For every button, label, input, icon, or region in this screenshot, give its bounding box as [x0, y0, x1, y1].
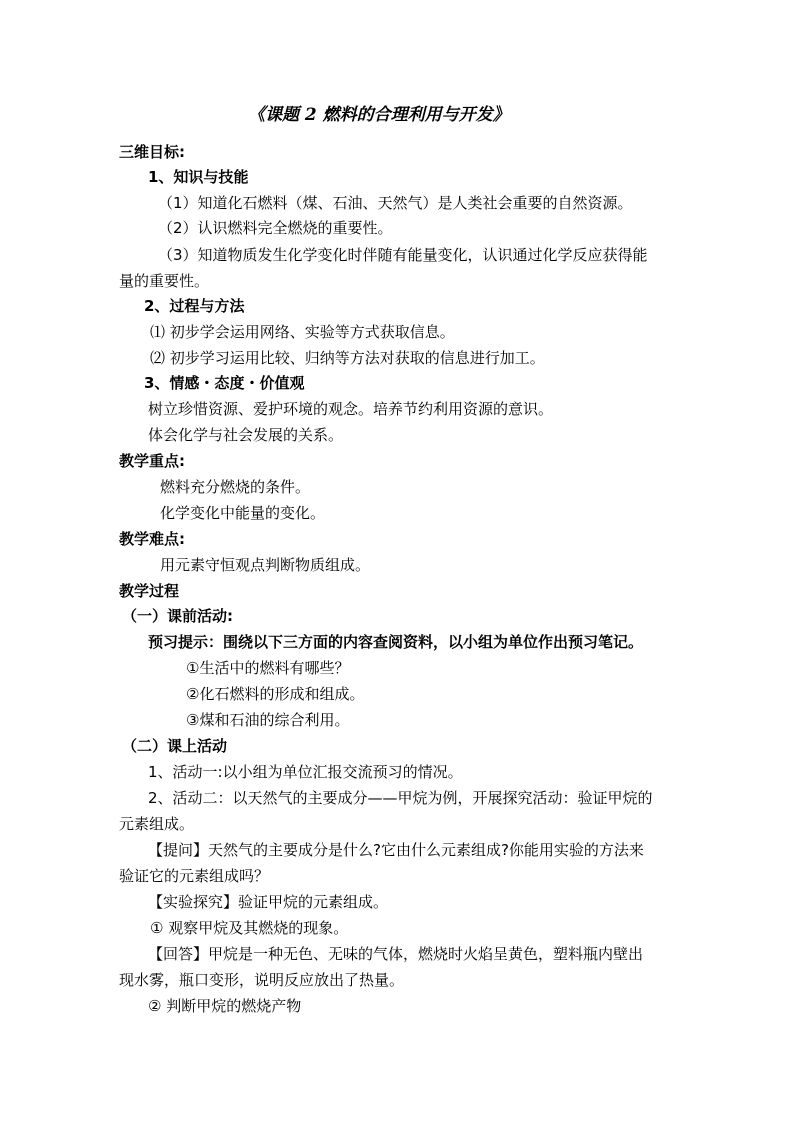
knowledge-heading: 1、知识与技能 [148, 168, 249, 186]
pre-class-heading: （一）课前活动: [122, 607, 233, 625]
page-title: 《课题 2 燃料的合理利用与开发》 [248, 105, 510, 125]
difficulties-heading: 教学难点: [119, 530, 185, 548]
in-class-line: ② 判断甲烷的燃烧产物 [148, 997, 302, 1015]
key-points-heading: 教学重点: [119, 452, 185, 470]
knowledge-item: （1）知道化石燃料（煤、石油、天然气）是人类社会重要的自然资源。 [158, 194, 633, 212]
in-class-line: 【实验探究】验证甲烷的元素组成。 [148, 893, 389, 911]
preview-item: ②化石燃料的形成和组成。 [186, 685, 365, 703]
in-class-line: ① 观察甲烷及其燃烧的现象。 [150, 919, 349, 937]
process-method-item: ⑴ 初步学会运用网络、实验等方式获取信息。 [150, 323, 455, 341]
in-class-heading: （二）课上活动 [122, 737, 228, 755]
key-point-item: 化学变化中能量的变化。 [160, 504, 326, 522]
in-class-line: 元素组成。 [119, 815, 195, 833]
in-class-line: 【提问】天然气的主要成分是什么?它由什么元素组成?你能用实验的方法来 [148, 841, 644, 859]
process-heading: 教学过程 [119, 582, 180, 600]
emotion-heading: 3、情感・态度・价值观 [144, 374, 305, 392]
process-method-item: ⑵ 初步学习运用比较、归纳等方法对获取的信息进行加工。 [150, 349, 545, 367]
knowledge-item: （2）认识燃料完全燃烧的重要性。 [158, 219, 393, 237]
preview-item: ①生活中的燃料有哪些？ [186, 659, 350, 677]
preview-tip: 预习提示：围绕以下三方面的内容查阅资料，以小组为单位作出预习笔记。 [148, 633, 644, 651]
in-class-line: 现水雾，瓶口变形，说明反应放出了热量。 [119, 971, 405, 989]
process-method-heading: 2、过程与方法 [144, 297, 245, 315]
objectives-heading: 三维目标: [119, 143, 185, 161]
emotion-item: 体会化学与社会发展的关系。 [148, 426, 344, 444]
emotion-item: 树立珍惜资源、爱护环境的观念。培养节约利用资源的意识。 [148, 400, 554, 418]
knowledge-item: （3）知道物质发生化学变化时伴随有能量变化，认识通过化学反应获得能 [158, 246, 648, 264]
in-class-line: 2、活动二：以天然气的主要成分——甲烷为例，开展探究活动：验证甲烷的 [148, 789, 653, 807]
in-class-line: 验证它的元素组成吗？ [119, 867, 270, 885]
key-point-item: 燃料充分燃烧的条件。 [160, 478, 311, 496]
knowledge-item-continuation: 量的重要性。 [119, 272, 210, 290]
preview-item: ③煤和石油的综合利用。 [186, 711, 350, 729]
difficulty-item: 用元素守恒观点判断物质组成。 [160, 556, 371, 574]
in-class-line: 1、活动一:以小组为单位汇报交流预习的情况。 [148, 763, 463, 781]
in-class-line: 【回答】甲烷是一种无色、无味的气体，燃烧时火焰呈黄色，塑料瓶内壁出 [148, 945, 644, 963]
